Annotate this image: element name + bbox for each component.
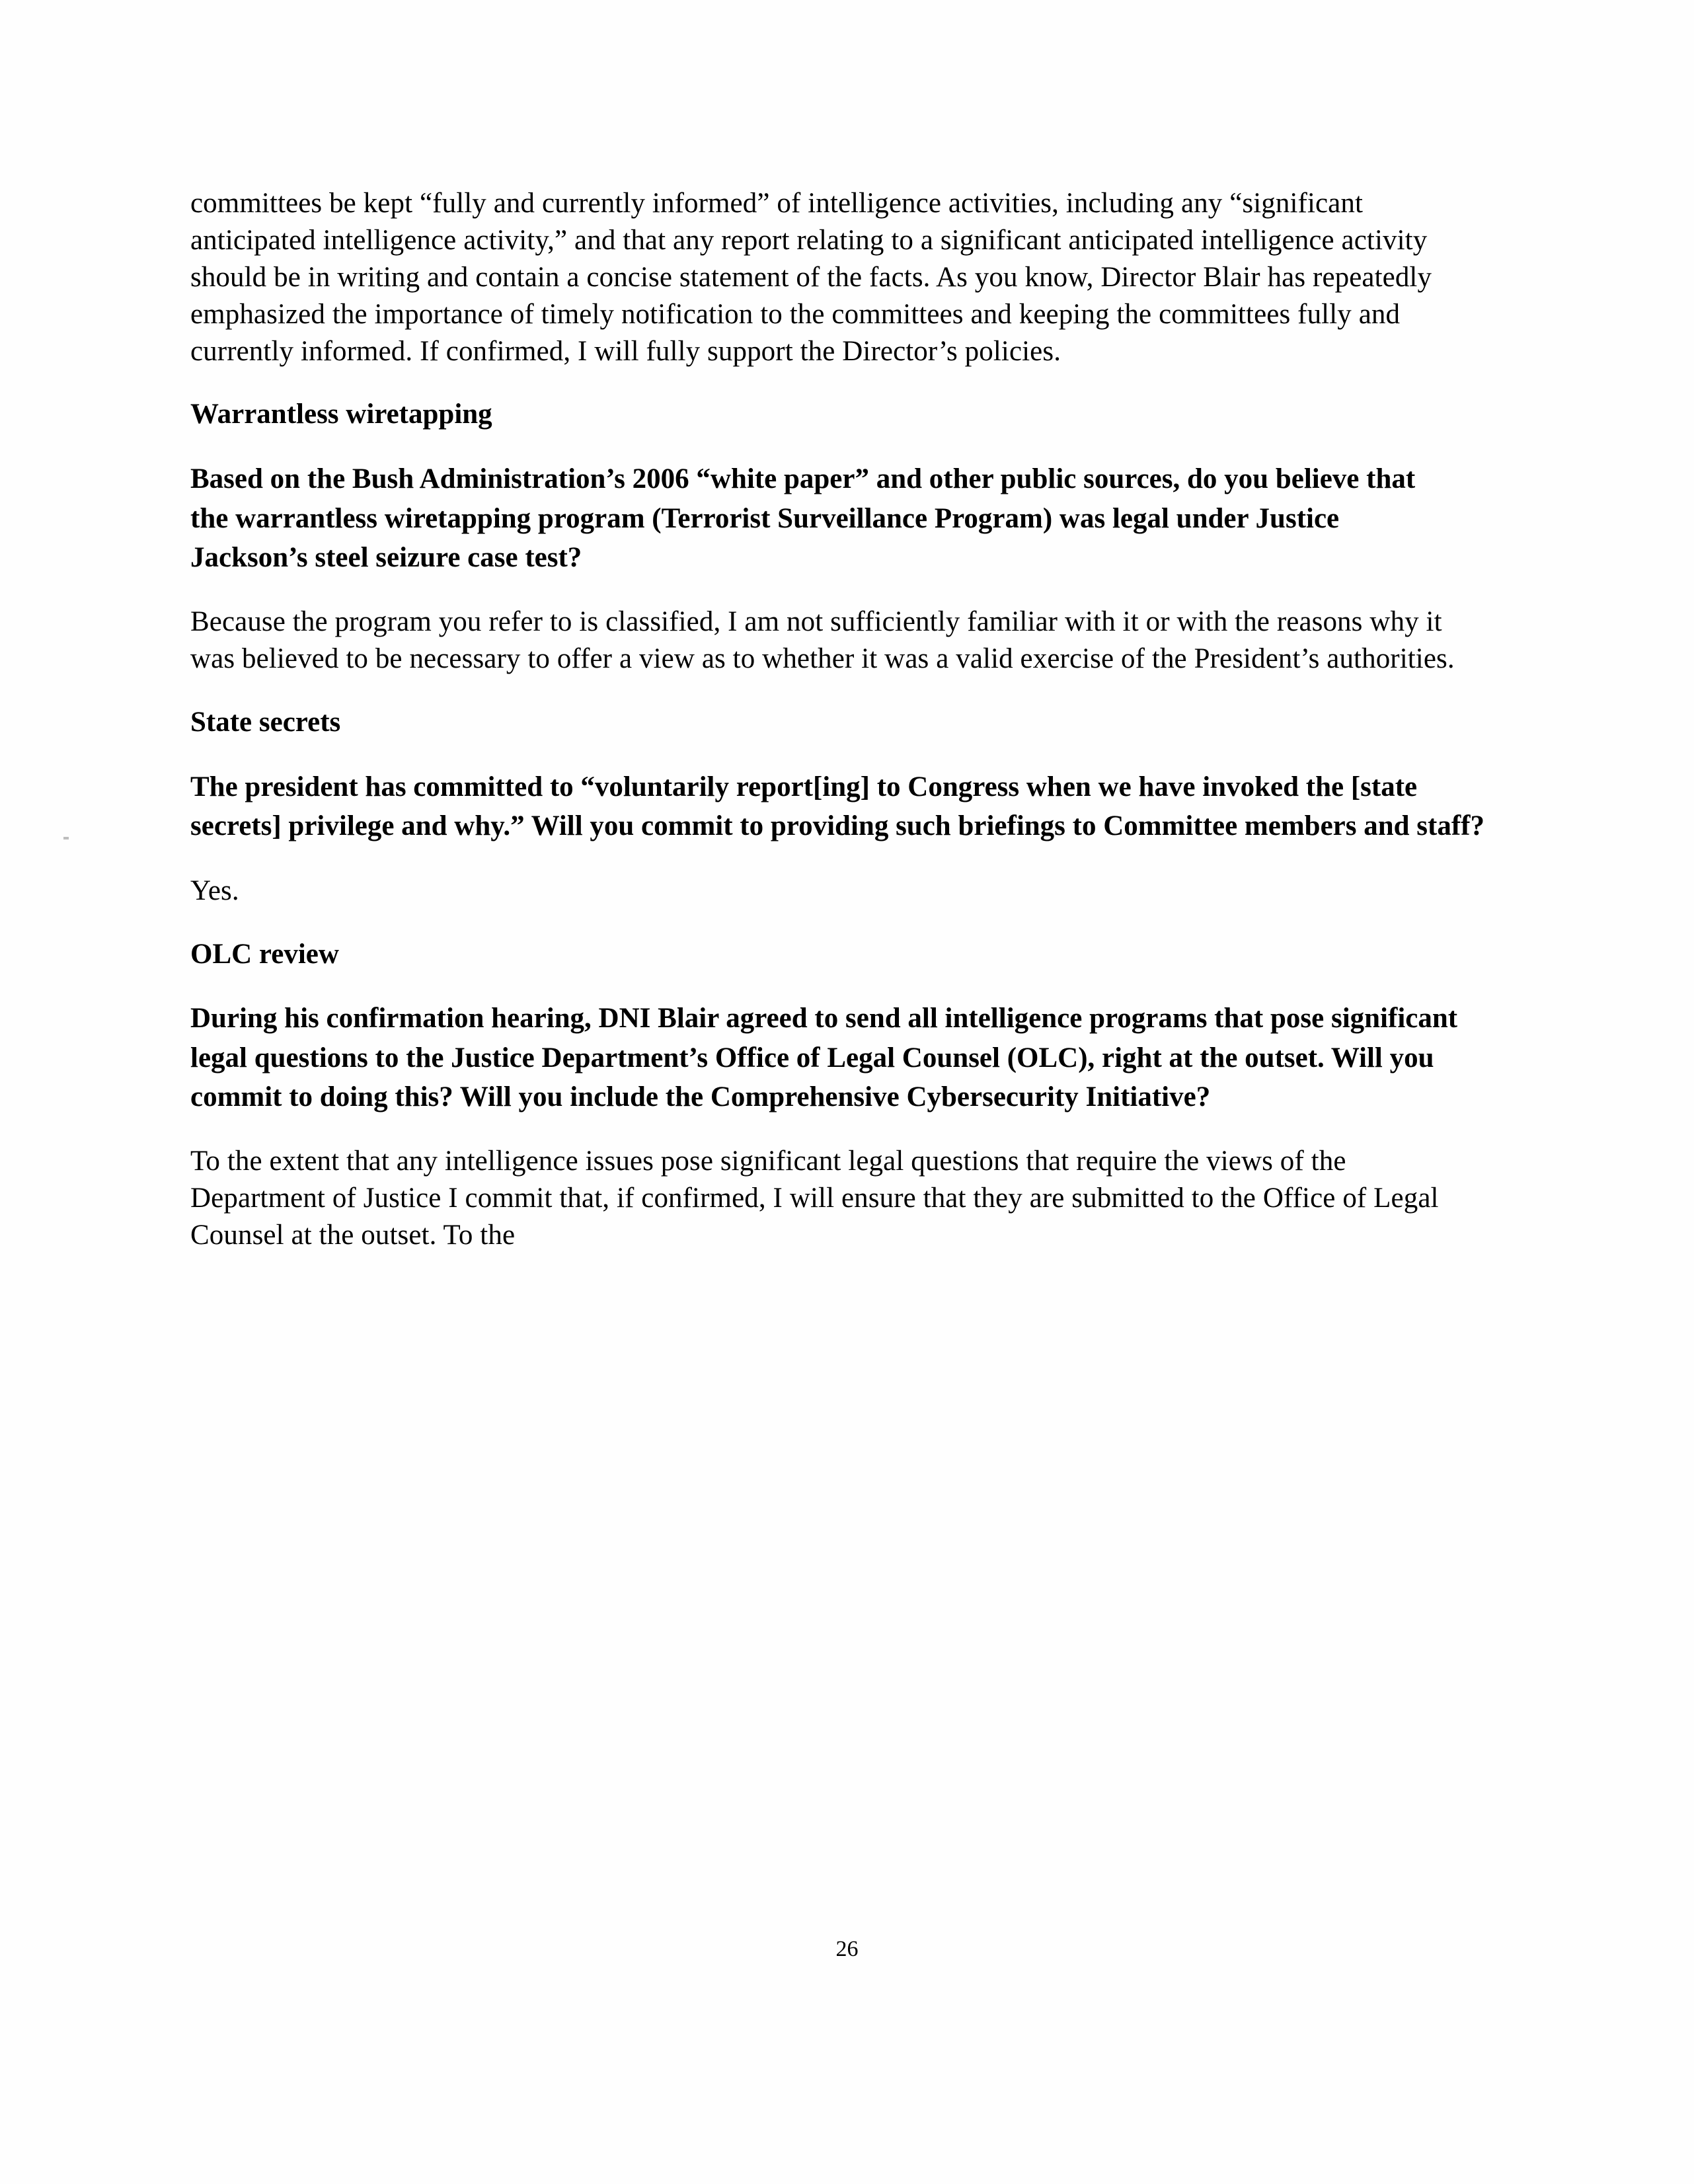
heading-state-secrets: State secrets (190, 707, 341, 738)
paragraph-intro: committees be kept “fully and currently informed” of intelligence activities, including any “significant anticipated intelligence activity,” and that any report relating to a significant anticipated intelligence activity should be in writing and contain a concise statement of the facts. As you know, Director Blair has repeatedly emphasized the importance of timely notification to the committees and keeping the committees fully and currently informed. If confirmed, I will fully support the Director’s policies. (190, 188, 1432, 367)
page-body (190, 185, 1492, 1280)
heading-olc-review: OLC review (190, 938, 339, 970)
page-number: 26 (835, 1937, 859, 1961)
question-olc-review: During his confirmation hearing, DNI Blair agreed to send all intelligence programs that pose significant legal questions to the Justice Department’s Office of Legal Counsel (OLC), right at the outset. Will you commit to doing this? Will you include the Comprehensive Cybersecurity Initiative? (190, 1003, 1458, 1113)
question-warrantless-wiretapping: Based on the Bush Administration’s 2006 “white paper” and other public sources, do you believe that the warrantless wiretapping program (Terrorist Surveillance Program) was legal under Justice Jackson’s steel seizure case test? (190, 463, 1416, 573)
answer-olc-review: To the extent that any intelligence issues pose significant legal questions that require the views of the Department of Justice I commit that, if confirmed, I will ensure that they are submitted to the Office of Legal Counsel at the outset. To the (190, 1146, 1439, 1251)
question-state-secrets: The president has committed to “voluntarily report[ing] to Congress when we have invoked the [state secrets] privilege and why.” Will you commit to providing such briefings to Committee members and staff? (190, 771, 1484, 842)
answer-state-secrets: Yes. (190, 875, 239, 906)
scan-speck (63, 837, 69, 839)
heading-warrantless-wiretapping: Warrantless wiretapping (190, 399, 492, 430)
answer-warrantless-wiretapping: Because the program you refer to is classified, I am not sufficiently familiar with it or with the reasons why it was believed to be necessary to offer a view as to whether it was a valid exercise of the President’s authorities. (190, 606, 1455, 675)
